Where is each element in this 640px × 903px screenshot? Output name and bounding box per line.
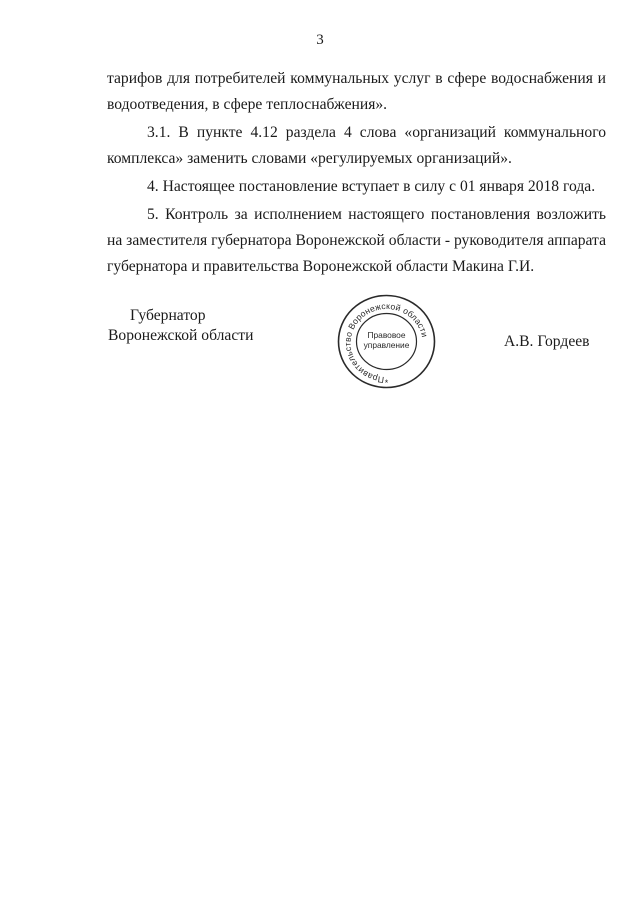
page-number: 3 [316,32,324,48]
stamp-ring-text: Правительство Воронежской области [342,300,430,385]
stamp-star-mark: * [384,378,389,388]
paragraph-3-1: 3.1. В пункте 4.12 раздела 4 слова «организаций коммунального комплекса» заменить словами «регулируемых организаций». [107,124,606,167]
document-body [107,66,606,280]
signatory-name: А.В. Гордеев [504,333,590,350]
stamp-inner-line1: Правовое [367,330,406,340]
paragraph-5: 5. Контроль за исполнением настоящего постановления возложить на заместителя губернатора Воронежской области - руководителя аппарата губернатора и правительства Воронежской области Макина Г.И. [107,206,606,275]
signatory-title [108,306,278,346]
paragraph-4: 4. Настоящее постановление вступает в силу с 01 января 2018 года. [147,178,596,195]
official-stamp-icon [336,293,437,390]
paragraph-continuation: тарифов для потребителей коммунальных услуг в сфере водоснабжения и водоотведения, в сфере теплоснабжения». [107,70,606,113]
stamp-inner-line2: управление [363,340,410,350]
signatory-region: Воронежской области [108,327,254,344]
signatory-position: Губернатор [130,307,206,324]
